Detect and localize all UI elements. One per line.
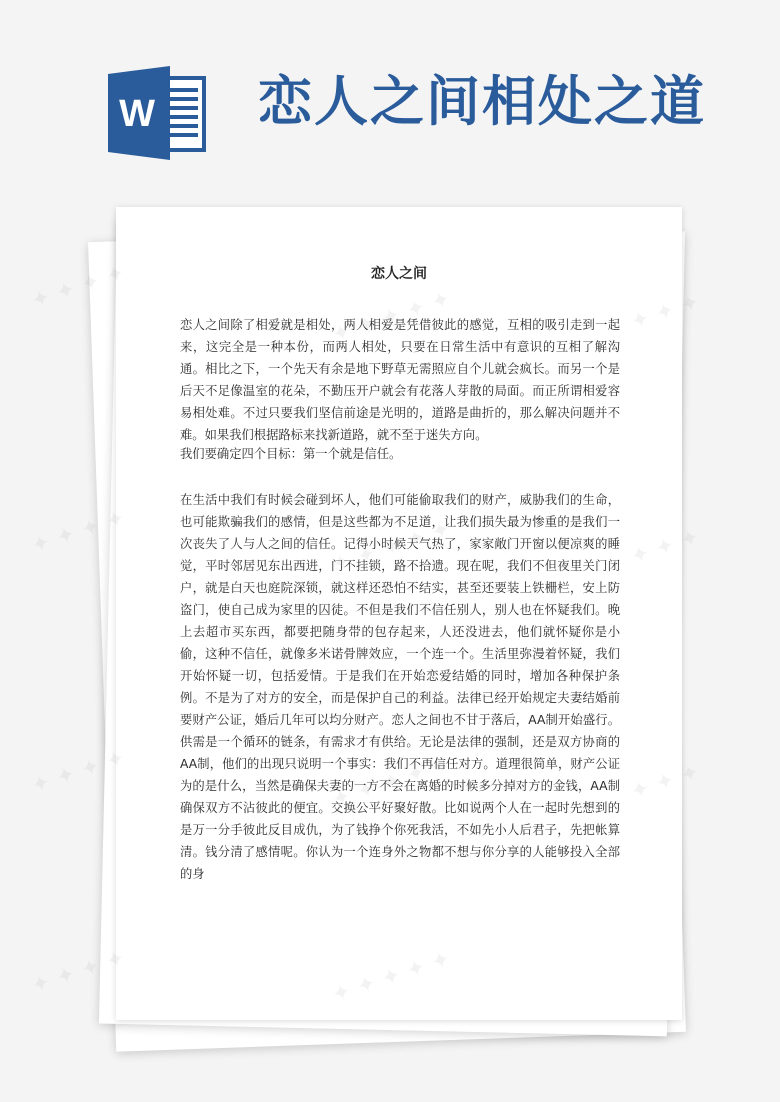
paragraph-2: 我们要确定四个目标：第一个就是信任。 [180,447,402,461]
watermark: ✦ ✦ ✦ ✦ [28,260,129,315]
word-document-icon [108,66,210,160]
page-title: 恋人之间相处之道 [258,69,706,133]
watermark: ✦ ✦ ✦ ✦ [28,745,129,800]
watermark: ✦ [677,759,703,790]
watermark: ✦ [677,524,703,555]
document-page [116,207,682,1020]
watermark: ✦ ✦ ✦ ✦ [28,505,129,560]
document-heading: 恋人之间 [371,266,427,282]
watermark: ✦ [677,289,703,320]
header-banner [0,0,780,195]
paragraph-1: 恋人之间除了相爱就是相处，两人相爱是凭借彼此的感觉，互相的吸引走到一起来，这完全是一种本份，而两人相处，只要在日常生活中有意识的互相了解沟通。相比之下，一个先天有余是地下野草无需照应自个儿就会疯长。而另一个是后天不足像温室的花朵，不勤压开户就会有花落人芽散的局面。而正所谓相爱容易相处难。不过只要我们坚信前途是光明的，道路是曲折的，那么解决问题并不难。如果我们根据路标来找新道路，就不至于迷失方向。 [180,318,620,442]
paragraph-3: 在生活中我们有时候会碰到坏人，他们可能偷取我们的财产，威胁我们的生命，也可能欺骗我们的感情，但是这些都为不足道，让我们损失最为惨重的是我们一次丧失了人与人之间的信任。记得小时候天气热了，家家敞门开窗以便凉爽的睡觉，平时邻居见东出西进，门不挂锁，路不拾遗。现在呢，我们不但夜里关门闭户，就是白天也庭院深锁，就这样还恐怕不结实，甚至还要装上铁栅栏，安上防盗门，使自己成为家里的囚徒。不但是我们不信任别人，别人也在怀疑我们。晚上去超市买东西，都要把随身带的包存起来，人还没进去，他们就怀疑你是小偷，这种不信任，就像多米诺骨牌效应，一个连一个。生活里弥漫着怀疑，我们开始怀疑一切，包括爱情。于是我们在开始恋爱结婚的同时，增加各种保护条例。不是为了对方的安全，而是保护自己的利益。法律已经开始规定夫妻结婚前要财产公证，婚后几年可以均分财产。恋人之间也不甘于落后，AA制开始盛行。供需是一个循环的链条，有需求才有供给。无论是法律的强制，还是双方协商的AA制，他们的出现只说明一个事实：我们不再信任对方。道理很简单，财产公证为的是什么，当然是确保夫妻的一方不会在离婚的时候多分掉对方的金钱，AA制确保双方不沾彼此的便宜。交换公平好聚好散。比如说两个人在一起时先想到的是万一分手彼此反目成仇，为了钱挣个你死我活，不如先小人后君子，先把帐算清。钱分清了感情呢。你认为一个连身外之物都不想与你分享的人能够投入全部的身 [180,493,620,881]
watermark: ✦ ✦ ✦ ✦ [28,945,129,1000]
word-icon-letter: W [119,93,155,135]
